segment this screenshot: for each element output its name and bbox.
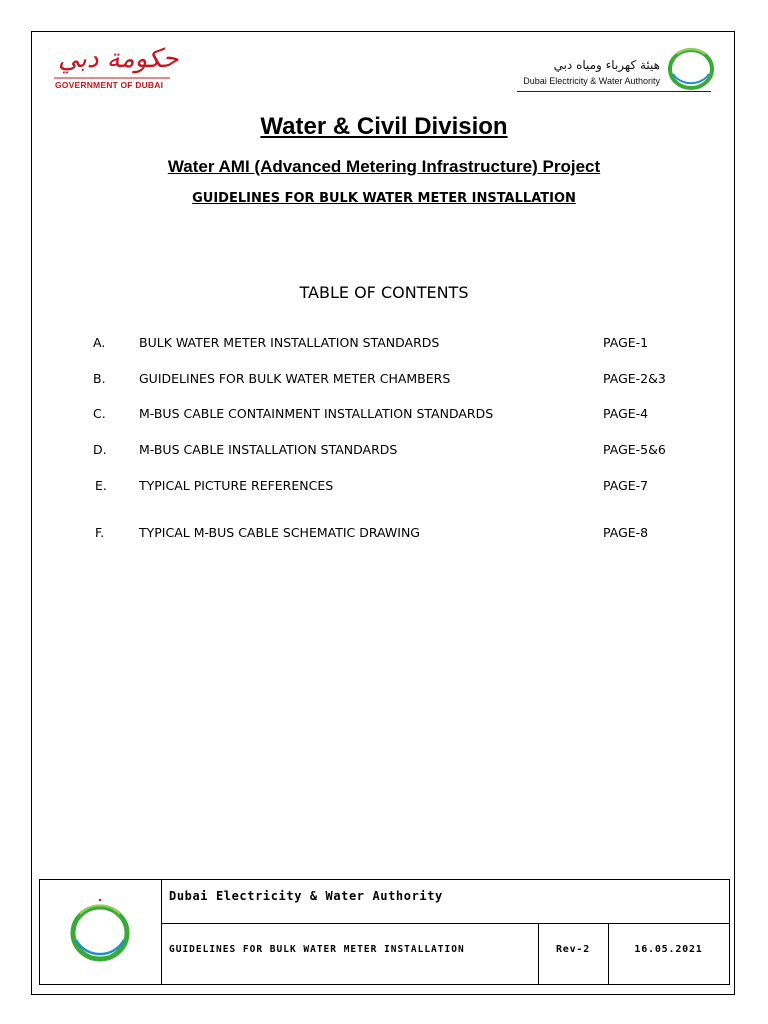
toc-letter: E. [95, 478, 107, 493]
toc-letter: F. [95, 525, 105, 540]
toc-letter: B. [93, 371, 106, 386]
toc-entry: TYPICAL PICTURE REFERENCES [139, 478, 334, 493]
toc-page: PAGE-2&3 [603, 371, 666, 386]
toc-page: PAGE-1 [603, 335, 649, 350]
toc-letter: A. [93, 335, 106, 350]
toc-letter: D. [93, 442, 107, 457]
toc-entry: M-BUS CABLE CONTAINMENT INSTALLATION STANDARDS [139, 406, 494, 421]
toc-row-a [0, 335, 768, 355]
footer-revision: Rev-2 [555, 944, 591, 955]
toc-row-c [0, 406, 768, 426]
footer-guidelines-cell [161, 923, 539, 984]
toc-entry: M-BUS CABLE INSTALLATION STANDARDS [139, 442, 398, 457]
gov-underline-icon [52, 44, 172, 90]
footer-table [39, 879, 730, 985]
dewa-english-name: Dubai Electricity & Water Authority [523, 76, 660, 86]
dewa-ring-logo-icon [66, 896, 134, 966]
toc-entry: BULK WATER METER INSTALLATION STANDARDS [139, 335, 440, 350]
footer-date: 16.05.2021 [634, 944, 703, 955]
toc-entry: TYPICAL M-BUS CABLE SCHEMATIC DRAWING [139, 525, 420, 540]
footer-logo-cell [40, 880, 162, 984]
toc-page: PAGE-8 [603, 525, 649, 540]
gov-arabic-logo: حكومة دبي [58, 44, 179, 74]
toc-row-f [0, 525, 768, 545]
dewa-arabic-name: هيئة كهرباء ومياه دبي [553, 58, 660, 72]
toc-row-b [0, 371, 768, 391]
footer-revision-cell [538, 923, 609, 984]
toc-letter: C. [93, 406, 106, 421]
footer-guidelines: GUIDELINES FOR BULK WATER METER INSTALLATION [169, 944, 465, 955]
toc-heading: TABLE OF CONTENTS [299, 283, 469, 302]
header-divider [517, 91, 711, 92]
toc-page: PAGE-5&6 [603, 442, 666, 457]
toc-entry: GUIDELINES FOR BULK WATER METER CHAMBERS [139, 371, 451, 386]
project-subtitle: Water AMI (Advanced Metering Infrastructure) Project [167, 157, 601, 176]
document-subtitle: GUIDELINES FOR BULK WATER METER INSTALLATION [192, 191, 576, 206]
footer-authority: Dubai Electricity & Water Authority [169, 889, 443, 903]
toc-row-d [0, 442, 768, 462]
footer-date-cell [608, 923, 729, 984]
footer-authority-cell [161, 880, 729, 924]
toc-page: PAGE-4 [603, 406, 649, 421]
gov-name: GOVERNMENT OF DUBAI [55, 80, 164, 90]
dewa-ring-logo-icon [665, 44, 717, 92]
toc-page: PAGE-7 [603, 478, 649, 493]
toc-row-e [0, 478, 768, 498]
page-title: Water & Civil Division [260, 113, 508, 140]
